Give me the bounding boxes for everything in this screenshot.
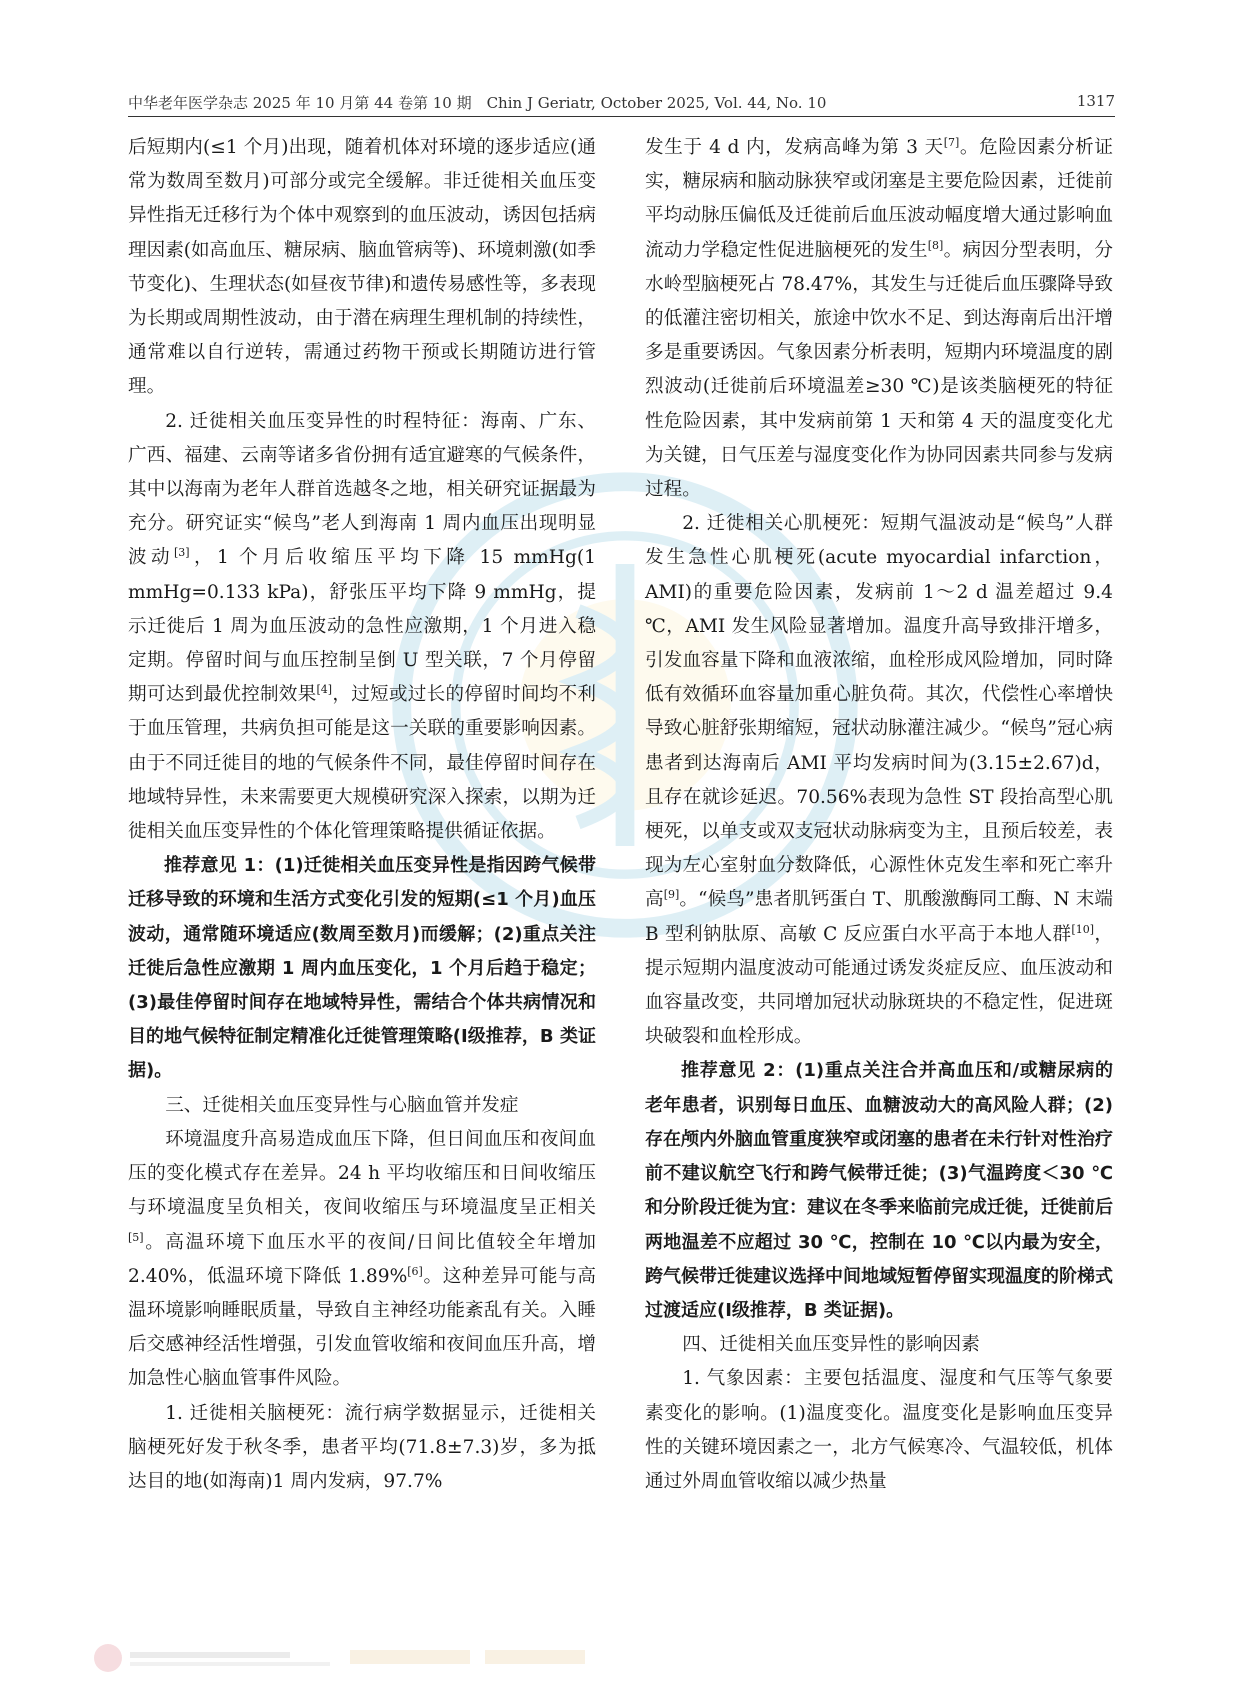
citation-ref[interactable]: [3] [174,546,190,560]
paragraph: 发生于 4 d 内，发病高峰为第 3 天[7]。危险因素分析证实，糖尿病和脑动脉狭窄或闭塞是主要危险因素，迁徙前平均动脉压偏低及迁徙前后血压波动幅度增大通过影响血流动力学稳定性促进脑梗死的发生[8]。病因分型表明，分水岭型脑梗死占 78.47%，其发生与迁徙后血压骤降导致的低灌注密切相关，旅途中饮水不足、到达海南后出汗增多是重要诱因。气象因素分析表明，短期内环境温度的剧烈波动(迁徙前后环境温差≥30 ℃)是该类脑梗死的特征性危险因素，其中发病前第 1 天和第 4 天的温度变化尤为关键，日气压差与湿度变化作为协同因素共同参与发病过程。 [645,135,1113,501]
paragraph: 2. 迁徙相关血压变异性的时程特征：海南、广东、广西、福建、云南等诸多省份拥有适宜避寒的气候条件，其中以海南为老年人群首选越冬之地，相关研究证据最为充分。研究证实“候鸟”老人到海南 1 周内血压出现明显波动[3]，1 个月后收缩压平均下降 15 mmHg(1 mmHg=0.133 kPa)，舒张压平均下降 9 mmHg，提示迁徙后 1 周为血压波动的急性应激期，1 个月进入稳定期。停留时间与血压控制呈倒 U 型关联，7 个月停留期可达到最优控制效果[4]，过短或过长的停留时间均不利于血压管理，共病负担可能是这一关联的重要影响因素。由于不同迁徙目的地的气候条件不同，最佳停留时间存在地域特异性，未来需要更大规模研究深入探索，以期为迁徙相关血压变异性的个体化管理策略提供循证依据。 [128,410,596,843]
recommendation-1: 推荐意见 1：(1)迁徙相关血压变异性是指因跨气候带迁移导致的环境和生活方式变化引发的短期(≤1 个月)血压波动，通常随环境适应(数周至数月)而缓解；(2)重点关注迁徙后急性应激期 1 周内血压变化，1 个月后趋于稳定；(3)最佳停留时间存在地域特异性，需结合个体共病情况和目的地气候特征制定精准化迁徙管理策略(Ⅰ级推荐，B 类证据)。 [128,855,596,1082]
citation-ref[interactable]: [4] [316,683,333,697]
citation-ref[interactable]: [9] [663,888,680,902]
citation-ref[interactable]: [5] [128,1230,144,1244]
running-header [128,86,1115,117]
citation-ref[interactable]: [8] [927,238,944,252]
citation-ref[interactable]: [7] [943,135,960,149]
paragraph: 1. 气象因素：主要包括温度、湿度和气压等气象要素变化的影响。(1)温度变化。温度变化是影响血压变异性的关键环境因素之一，北方气候寒冷、气温较低，机体通过外周血管收缩以减少热量 [645,1368,1113,1492]
citation-ref[interactable]: [6] [407,1264,423,1278]
left-column [128,131,596,1499]
journal-citation: 中华老年医学杂志 2025 年 10 月第 44 卷第 10 期 Chin J Geriatr, October 2025, Vol. 44, No. 10 [128,94,827,112]
paragraph: 2. 迁徙相关心肌梗死：短期气温波动是“候鸟”人群发生急性心肌梗死(acute myocardial infarction，AMI)的重要危险因素，发病前 1～2 d 温差超过 9.4 ℃，AMI 发生风险显著增加。温度升高导致排汗增多，引发血容量下降和血液浓缩，血栓形成风险增加，同时降低有效循环血容量加重心脏负荷。其次，代偿性心率增快导致心脏舒张期缩短，冠状动脉灌注减少。“候鸟”冠心病患者到达海南后 AMI 平均发病时间为(3.15±2.67)d，且存在就诊延迟。70.56%表现为急性 ST 段抬高型心肌梗死，以单支或双支冠状动脉病变为主，且预后较差，表现为左心室射血分数降低，心源性休克发生率和死亡率升高[9]。“候鸟”患者肌钙蛋白 T、肌酸激酶同工酶、N 末端 B 型利钠肽原、高敏 C 反应蛋白水平高于本地人群[10]，提示短期内温度波动可能通过诱发炎症反应、血压波动和血容量改变，共同增加冠状动脉斑块的不稳定性，促进斑块破裂和血栓形成。 [645,513,1113,1048]
recommendation-2: 推荐意见 2：(1)重点关注合并高血压和/或糖尿病的老年患者，识别每日血压、血糖波动大的高风险人群；(2)存在颅内外脑血管重度狭窄或闭塞的患者在未行针对性治疗前不建议航空飞行和跨气候带迁徙；(3)气温跨度＜30 ℃和分阶段迁徙为宜：建议在冬季来临前完成迁徙，迁徙前后两地温差不应超过 30 ℃，控制在 10 ℃以内最为安全，跨气候带迁徙建议选择中间地域短暂停留实现温度的阶梯式过渡适应(Ⅰ级推荐，B 类证据)。 [645,1060,1113,1321]
page-number: 1317 [1076,92,1115,110]
paragraph: 1. 迁徙相关脑梗死：流行病学数据显示，迁徙相关脑梗死好发于秋冬季，患者平均(71.8±7.3)岁，多为抵达目的地(如海南)1 周内发病，97.7% [128,1402,596,1492]
right-column [645,131,1113,1499]
paragraph: 后短期内(≤1 个月)出现，随着机体对环境的逐步适应(通常为数周至数月)可部分或完全缓解。非迁徙相关血压变异性指无迁移行为个体中观察到的血压波动，诱因包括病理因素(如高血压、糖尿病、脑血管病等)、环境刺激(如季节变化)、生理状态(如昼夜节律)和遗传易感性等，多表现为长期或周期性波动，由于潜在病理生理机制的持续性，通常难以自行逆转，需通过药物干预或长期随访进行管理。 [128,137,597,398]
publisher-logo-icon [90,1640,650,1676]
section-heading: 三、迁徙相关血压变异性与心脑血管并发症 [165,1094,519,1116]
paragraph: 环境温度升高易造成血压下降，但日间血压和夜间血压的变化模式存在差异。24 h 平均收缩压和日间收缩压与环境温度呈负相关，夜间收缩压与环境温度呈正相关[5]。高温环境下血压水平的夜间/日间比值较全年增加 2.40%，低温环境下降低 1.89%[6]。这种差异可能与高温环境影响睡眠质量，导致自主神经功能紊乱有关。入睡后交感神经活性增强，引发血管收缩和夜间血压升高，增加急性心脑血管事件风险。 [128,1128,596,1390]
section-heading: 四、迁徙相关血压变异性的影响因素 [682,1334,980,1356]
citation-ref[interactable]: [10] [1071,922,1095,936]
